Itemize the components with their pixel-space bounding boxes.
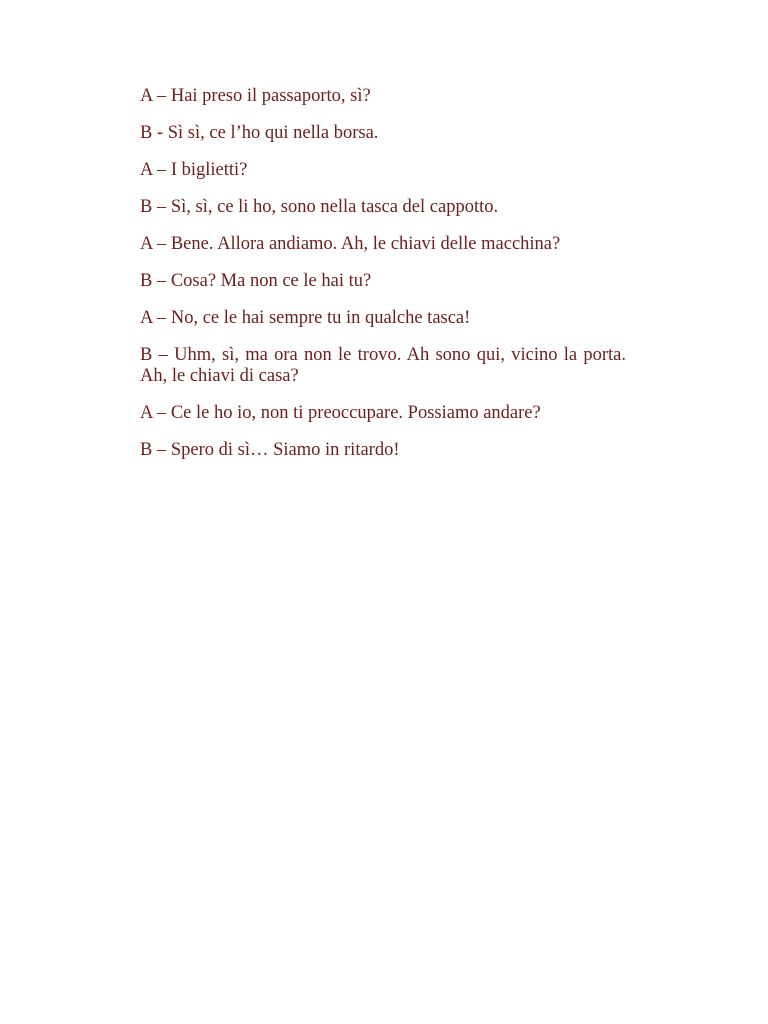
dialogue-line: A – Ce le ho io, non ti preoccupare. Possiamo andare?: [140, 403, 541, 423]
dialogue-line: B – Spero di sì… Siamo in ritardo!: [140, 440, 400, 460]
dialogue-line: B – Uhm, sì, ma ora non le trovo. Ah sono qui, vicino la porta. Ah, le chiavi di casa?: [140, 345, 626, 386]
dialogue: [140, 86, 626, 477]
dialogue-line: A – I biglietti?: [140, 160, 248, 180]
dialogue-line: A – Hai preso il passaporto, sì?: [140, 86, 371, 106]
dialogue-line: B – Sì, sì, ce li ho, sono nella tasca del cappotto.: [140, 197, 499, 217]
dialogue-line: A – No, ce le hai sempre tu in qualche tasca!: [140, 308, 471, 328]
dialogue-line: B - Sì sì, ce l’ho qui nella borsa.: [140, 123, 379, 143]
dialogue-line: B – Cosa? Ma non ce le hai tu?: [140, 271, 372, 291]
dialogue-line: A – Bene. Allora andiamo. Ah, le chiavi delle macchina?: [140, 234, 561, 254]
